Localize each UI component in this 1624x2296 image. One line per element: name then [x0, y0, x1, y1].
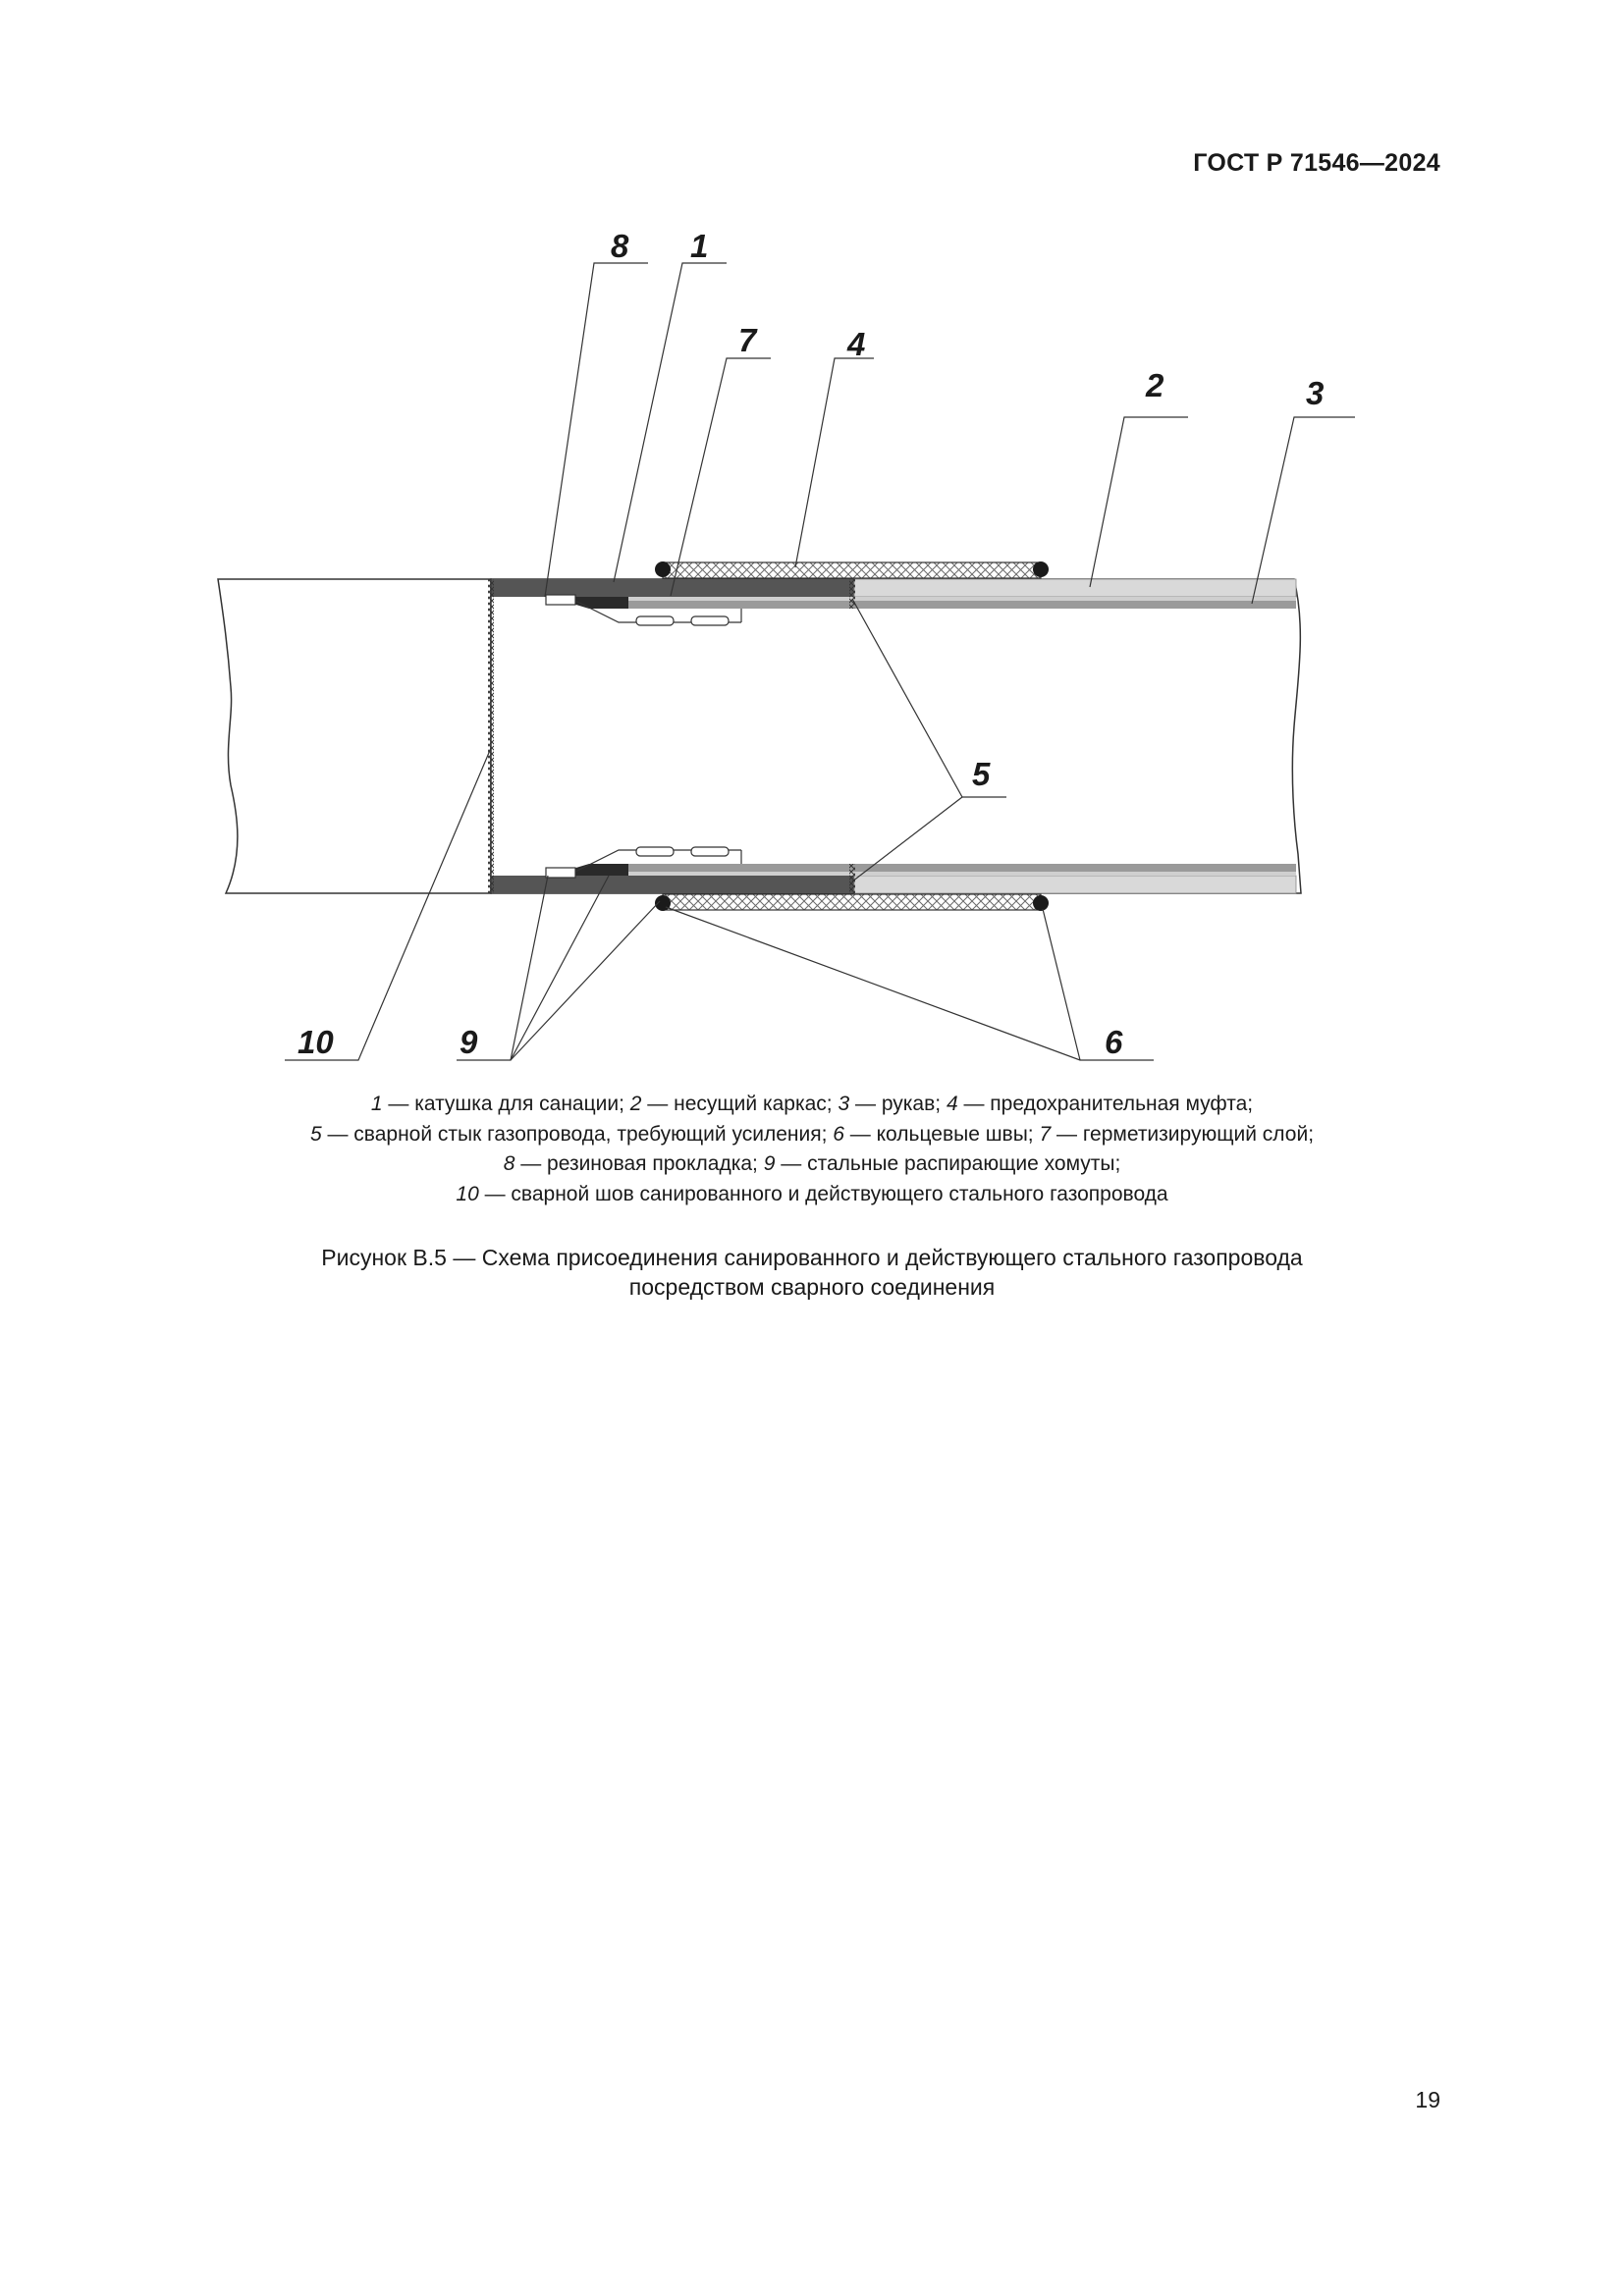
leader-9c [511, 901, 660, 1060]
carrier-frame-top [854, 579, 1296, 597]
clamp-bottom-2 [691, 847, 729, 856]
leader-6b [1043, 909, 1080, 1060]
protective-sleeve-bottom [655, 894, 1049, 911]
callout-9: 9 [460, 1024, 478, 1060]
leader-4 [795, 358, 874, 567]
legend-line-3: 8 — резиновая прокладка; 9 — стальные распирающие хомуты; [503, 1152, 1121, 1175]
leader-7 [671, 358, 771, 596]
protective-sleeve-top [655, 561, 1049, 578]
callout-2: 2 [1146, 367, 1164, 403]
callout-7: 7 [738, 322, 757, 358]
figure-legend [0, 1090, 1624, 1209]
callout-6: 6 [1105, 1024, 1123, 1060]
caption-line-2: посредством сварного соединения [628, 1274, 996, 1300]
ring-weld-top-left [655, 561, 671, 577]
leader-9b [511, 876, 609, 1060]
clamp-bottom-1 [636, 847, 674, 856]
leader-8 [545, 263, 648, 597]
legend-line-1: 1 — катушка для санации; 2 — несущий каркас; 3 — рукав; 4 — предохранительная муфта; [370, 1093, 1254, 1115]
rubber-gasket-top [546, 595, 575, 605]
leader-2 [1090, 417, 1188, 587]
legend-line-4: 10 — сварной шов санированного и действующего стального газопровода [456, 1182, 1168, 1205]
pipeline-connection-diagram [0, 0, 1624, 1080]
callout-1: 1 [690, 228, 709, 264]
leader-3 [1252, 417, 1355, 604]
rubber-gasket-bottom [546, 868, 575, 878]
caption-line-1: Рисунок В.5 — Схема присоединения санированного и действующего стального газопровода [321, 1245, 1303, 1270]
callout-5: 5 [972, 756, 991, 792]
callout-8: 8 [611, 228, 629, 264]
rehabilitated-pipe [491, 579, 1301, 893]
existing-steel-pipe [218, 579, 491, 893]
figure-caption [0, 1243, 1624, 1302]
ring-weld-top-right [1033, 561, 1049, 577]
carrier-frame-bottom [854, 876, 1296, 893]
ring-weld-bottom-right [1033, 895, 1049, 911]
leader-6 [666, 907, 1154, 1060]
leader-1 [614, 263, 727, 582]
clamp-top-2 [691, 616, 729, 625]
callout-4: 4 [847, 326, 866, 362]
legend-line-2: 5 — сварной стык газопровода, требующий усиления; 6 — кольцевые швы; 7 — герметизирующий слой; [309, 1122, 1315, 1146]
clamp-top-1 [636, 616, 674, 625]
standard-code: ГОСТ Р 71546—2024 [1193, 149, 1440, 177]
callout-10: 10 [298, 1024, 334, 1060]
callout-3: 3 [1306, 375, 1325, 411]
page-number: 19 [1415, 2087, 1440, 2112]
weld-seam-10 [488, 579, 494, 893]
